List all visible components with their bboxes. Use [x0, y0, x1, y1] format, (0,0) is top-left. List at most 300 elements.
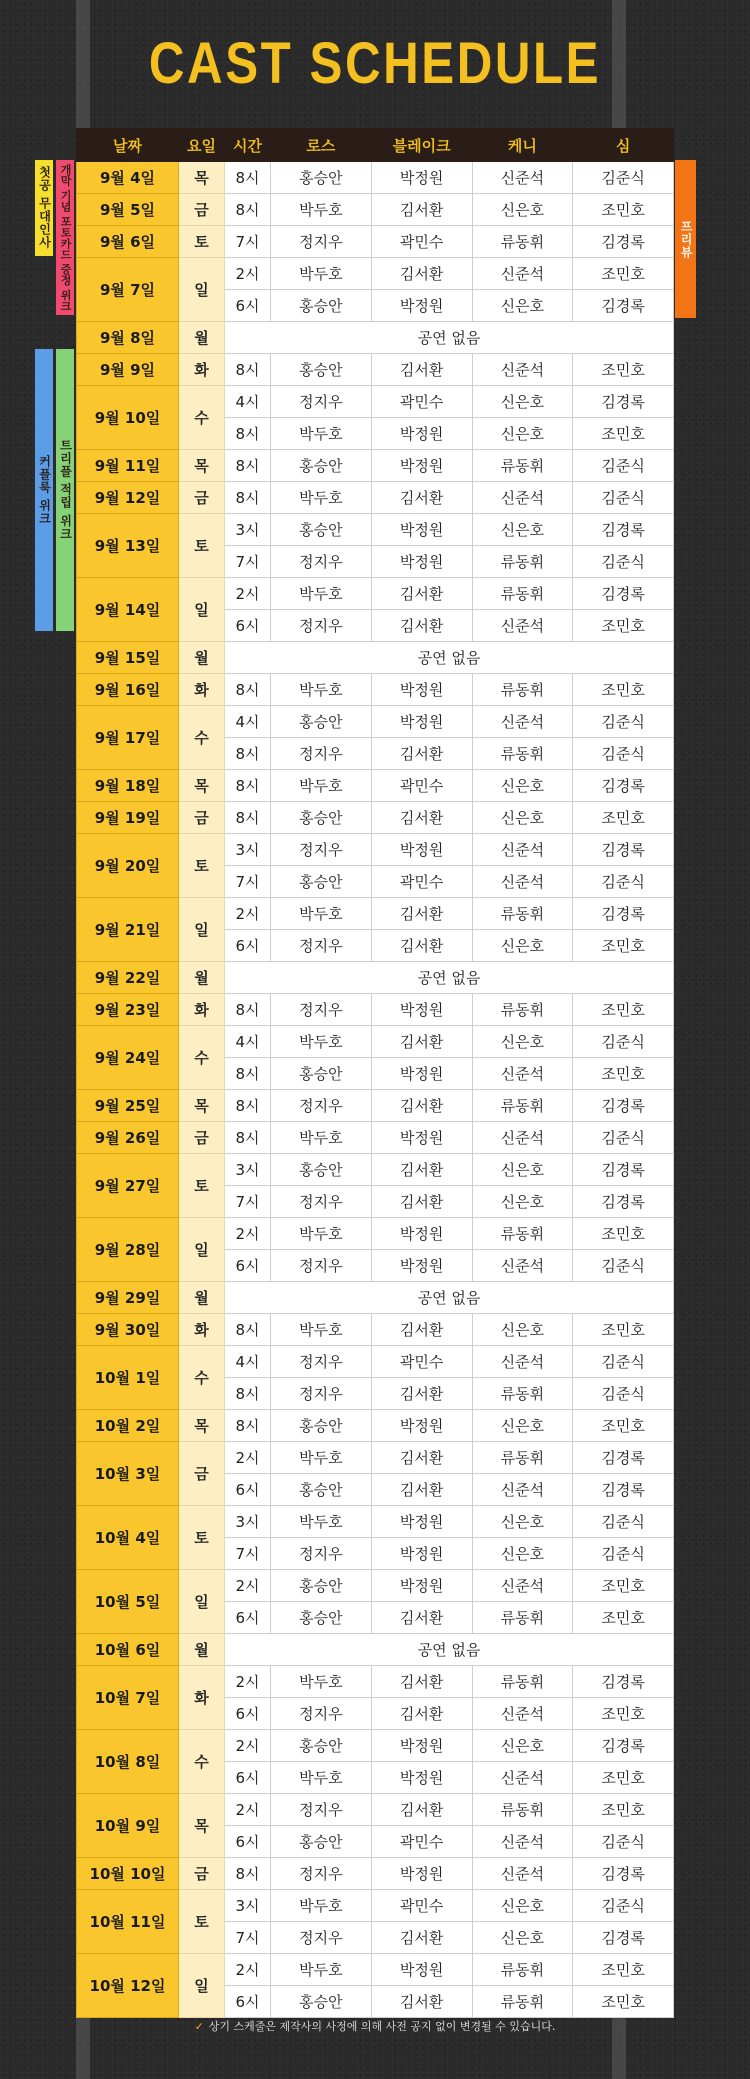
header-role-sim: 심 — [573, 129, 674, 162]
table-row — [77, 642, 674, 674]
cast-cell: 류동휘 — [472, 226, 573, 258]
table-row — [77, 194, 674, 226]
cast-cell: 신은호 — [472, 930, 573, 962]
cast-cell: 김서환 — [371, 1026, 472, 1058]
date-cell: 9월 18일 — [77, 770, 179, 802]
date-cell: 10월 3일 — [77, 1442, 179, 1506]
cast-cell: 정지우 — [271, 930, 372, 962]
date-cell: 9월 22일 — [77, 962, 179, 994]
cast-cell: 박두호 — [271, 674, 372, 706]
cast-cell: 박정원 — [371, 1858, 472, 1890]
cast-cell: 신은호 — [472, 194, 573, 226]
header-role-blake: 블레이크 — [371, 129, 472, 162]
cast-cell: 박정원 — [371, 1762, 472, 1794]
cast-cell: 박정원 — [371, 706, 472, 738]
cast-cell: 홍승안 — [271, 1058, 372, 1090]
table-row — [77, 482, 674, 514]
cast-cell: 신은호 — [472, 1186, 573, 1218]
time-cell: 8시 — [225, 194, 271, 226]
time-cell: 2시 — [225, 1730, 271, 1762]
table-row — [77, 1090, 674, 1122]
weekday-cell: 월 — [179, 642, 225, 674]
no-show-cell: 공연 없음 — [225, 642, 674, 674]
cast-cell: 류동휘 — [472, 546, 573, 578]
cast-cell: 조민호 — [573, 258, 674, 290]
cast-cell: 김경록 — [573, 770, 674, 802]
cast-cell: 박두호 — [271, 1026, 372, 1058]
cast-cell: 조민호 — [573, 1314, 674, 1346]
cast-cell: 정지우 — [271, 610, 372, 642]
cast-cell: 박정원 — [371, 546, 472, 578]
cast-cell: 신준석 — [472, 834, 573, 866]
cast-cell: 김준식 — [573, 1122, 674, 1154]
cast-cell: 김서환 — [371, 1154, 472, 1186]
weekday-cell: 금 — [179, 802, 225, 834]
cast-cell: 김경록 — [573, 1474, 674, 1506]
table-row — [77, 1634, 674, 1666]
date-cell: 10월 4일 — [77, 1506, 179, 1570]
cast-cell: 박두호 — [271, 898, 372, 930]
date-cell: 9월 7일 — [77, 258, 179, 322]
date-cell: 9월 27일 — [77, 1154, 179, 1218]
cast-cell: 김준식 — [573, 1538, 674, 1570]
time-cell: 8시 — [225, 482, 271, 514]
cast-cell: 김서환 — [371, 194, 472, 226]
cast-cell: 김경록 — [573, 514, 674, 546]
cast-cell: 홍승안 — [271, 1602, 372, 1634]
cast-cell: 신은호 — [472, 1922, 573, 1954]
cast-cell: 정지우 — [271, 1858, 372, 1890]
cast-cell: 조민호 — [573, 994, 674, 1026]
time-cell: 6시 — [225, 930, 271, 962]
time-cell: 2시 — [225, 578, 271, 610]
cast-cell: 조민호 — [573, 1602, 674, 1634]
cast-cell: 박정원 — [371, 994, 472, 1026]
table-row — [77, 834, 674, 866]
cast-cell: 홍승안 — [271, 162, 372, 194]
time-cell: 6시 — [225, 1826, 271, 1858]
time-cell: 7시 — [225, 226, 271, 258]
cast-cell: 김준식 — [573, 738, 674, 770]
cast-cell: 김경록 — [573, 290, 674, 322]
weekday-cell: 수 — [179, 1346, 225, 1410]
time-cell: 8시 — [225, 738, 271, 770]
weekday-cell: 목 — [179, 1794, 225, 1858]
cast-cell: 김서환 — [371, 482, 472, 514]
cast-cell: 류동휘 — [472, 1442, 573, 1474]
cast-cell: 조민호 — [573, 1570, 674, 1602]
date-cell: 9월 4일 — [77, 162, 179, 194]
cast-cell: 신은호 — [472, 1538, 573, 1570]
date-cell: 10월 7일 — [77, 1666, 179, 1730]
time-cell: 2시 — [225, 1666, 271, 1698]
cast-cell: 홍승안 — [271, 706, 372, 738]
weekday-cell: 토 — [179, 226, 225, 258]
table-row — [77, 514, 674, 546]
schedule-body — [77, 162, 674, 2018]
cast-cell: 홍승안 — [271, 1986, 372, 2018]
cast-cell: 신은호 — [472, 1026, 573, 1058]
date-cell: 9월 8일 — [77, 322, 179, 354]
table-row — [77, 770, 674, 802]
cast-cell: 김서환 — [371, 930, 472, 962]
cast-cell: 김서환 — [371, 1090, 472, 1122]
cast-cell: 박두호 — [271, 1890, 372, 1922]
weekday-cell: 일 — [179, 578, 225, 642]
weekday-cell: 화 — [179, 994, 225, 1026]
cast-cell: 신은호 — [472, 1314, 573, 1346]
cast-cell: 박두호 — [271, 482, 372, 514]
date-cell: 10월 2일 — [77, 1410, 179, 1442]
cast-cell: 김경록 — [573, 1730, 674, 1762]
time-cell: 6시 — [225, 1762, 271, 1794]
date-cell: 9월 17일 — [77, 706, 179, 770]
cast-cell: 조민호 — [573, 354, 674, 386]
cast-cell: 홍승안 — [271, 1570, 372, 1602]
time-cell: 7시 — [225, 1538, 271, 1570]
cast-cell: 류동휘 — [472, 1378, 573, 1410]
table-row — [77, 1218, 674, 1250]
cast-cell: 신은호 — [472, 1506, 573, 1538]
cast-cell: 박두호 — [271, 1314, 372, 1346]
weekday-cell: 토 — [179, 1154, 225, 1218]
no-show-cell: 공연 없음 — [225, 1634, 674, 1666]
weekday-cell: 월 — [179, 962, 225, 994]
weekday-cell: 수 — [179, 386, 225, 450]
weekday-cell: 토 — [179, 1506, 225, 1570]
cast-cell: 곽민수 — [371, 1346, 472, 1378]
date-cell: 10월 9일 — [77, 1794, 179, 1858]
cast-cell: 류동휘 — [472, 738, 573, 770]
cast-cell: 류동휘 — [472, 1794, 573, 1826]
table-row — [77, 226, 674, 258]
cast-cell: 신은호 — [472, 1890, 573, 1922]
cast-cell: 김준식 — [573, 1026, 674, 1058]
cast-cell: 홍승안 — [271, 450, 372, 482]
cast-cell: 정지우 — [271, 546, 372, 578]
cast-cell: 김준식 — [573, 1250, 674, 1282]
cast-cell: 김서환 — [371, 1794, 472, 1826]
time-cell: 6시 — [225, 1602, 271, 1634]
date-cell: 9월 28일 — [77, 1218, 179, 1282]
weekday-cell: 화 — [179, 1314, 225, 1346]
time-cell: 8시 — [225, 1058, 271, 1090]
cast-cell: 김경록 — [573, 1666, 674, 1698]
cast-cell: 조민호 — [573, 1698, 674, 1730]
cast-cell: 신준석 — [472, 482, 573, 514]
time-cell: 2시 — [225, 1218, 271, 1250]
cast-cell: 신준석 — [472, 1346, 573, 1378]
table-row — [77, 994, 674, 1026]
cast-cell: 신준석 — [472, 162, 573, 194]
cast-cell: 정지우 — [271, 738, 372, 770]
check-icon: ✓ — [194, 2020, 204, 2033]
table-row — [77, 1346, 674, 1378]
date-cell: 10월 6일 — [77, 1634, 179, 1666]
cast-cell: 김경록 — [573, 386, 674, 418]
table-row — [77, 1666, 674, 1698]
cast-cell: 김준식 — [573, 866, 674, 898]
cast-cell: 박정원 — [371, 1058, 472, 1090]
cast-cell: 김서환 — [371, 1698, 472, 1730]
time-cell: 6시 — [225, 1474, 271, 1506]
time-cell: 7시 — [225, 546, 271, 578]
cast-cell: 김준식 — [573, 1346, 674, 1378]
cast-cell: 김준식 — [573, 546, 674, 578]
cast-cell: 홍승안 — [271, 514, 372, 546]
cast-cell: 김서환 — [371, 354, 472, 386]
cast-cell: 박정원 — [371, 290, 472, 322]
cast-cell: 신준석 — [472, 1058, 573, 1090]
cast-cell: 조민호 — [573, 194, 674, 226]
cast-cell: 홍승안 — [271, 290, 372, 322]
time-cell: 8시 — [225, 418, 271, 450]
cast-cell: 정지우 — [271, 1346, 372, 1378]
time-cell: 3시 — [225, 1154, 271, 1186]
cast-cell: 박정원 — [371, 1954, 472, 1986]
time-cell: 4시 — [225, 1346, 271, 1378]
time-cell: 2시 — [225, 1954, 271, 1986]
cast-cell: 김서환 — [371, 1442, 472, 1474]
cast-cell: 박두호 — [271, 1218, 372, 1250]
cast-cell: 신준석 — [472, 258, 573, 290]
cast-cell: 박정원 — [371, 1506, 472, 1538]
cast-cell: 박두호 — [271, 194, 372, 226]
cast-cell: 박두호 — [271, 770, 372, 802]
table-row — [77, 1794, 674, 1826]
table-row — [77, 802, 674, 834]
cast-cell: 김준식 — [573, 1826, 674, 1858]
cast-cell: 박정원 — [371, 1570, 472, 1602]
table-row — [77, 1890, 674, 1922]
cast-cell: 박두호 — [271, 1666, 372, 1698]
date-cell: 9월 23일 — [77, 994, 179, 1026]
footnote — [0, 2018, 750, 2034]
cast-cell: 김경록 — [573, 1154, 674, 1186]
cast-cell: 김서환 — [371, 1474, 472, 1506]
cast-cell: 박두호 — [271, 578, 372, 610]
table-row — [77, 1858, 674, 1890]
cast-cell: 박정원 — [371, 1122, 472, 1154]
cast-cell: 홍승안 — [271, 1730, 372, 1762]
cast-cell: 정지우 — [271, 1794, 372, 1826]
cast-cell: 신준석 — [472, 1570, 573, 1602]
cast-cell: 김서환 — [371, 1186, 472, 1218]
no-show-cell: 공연 없음 — [225, 1282, 674, 1314]
weekday-cell: 수 — [179, 706, 225, 770]
cast-cell: 곽민수 — [371, 866, 472, 898]
cast-cell: 조민호 — [573, 930, 674, 962]
header-role-ross: 로스 — [271, 129, 372, 162]
cast-cell: 정지우 — [271, 1090, 372, 1122]
table-row — [77, 962, 674, 994]
cast-cell: 신준석 — [472, 1826, 573, 1858]
cast-cell: 김서환 — [371, 258, 472, 290]
cast-cell: 류동휘 — [472, 1666, 573, 1698]
cast-cell: 정지우 — [271, 834, 372, 866]
cast-cell: 류동휘 — [472, 1954, 573, 1986]
cast-cell: 신은호 — [472, 1410, 573, 1442]
cast-cell: 김서환 — [371, 1314, 472, 1346]
table-row — [77, 898, 674, 930]
time-cell: 3시 — [225, 1506, 271, 1538]
cast-cell: 조민호 — [573, 610, 674, 642]
table-row — [77, 674, 674, 706]
cast-schedule-table — [76, 128, 674, 2018]
cast-cell: 김서환 — [371, 1666, 472, 1698]
time-cell: 7시 — [225, 1186, 271, 1218]
weekday-cell: 수 — [179, 1730, 225, 1794]
cast-cell: 김경록 — [573, 834, 674, 866]
weekday-cell: 금 — [179, 482, 225, 514]
cast-cell: 홍승안 — [271, 1154, 372, 1186]
cast-cell: 김경록 — [573, 226, 674, 258]
date-cell: 9월 19일 — [77, 802, 179, 834]
cast-cell: 김경록 — [573, 1186, 674, 1218]
time-cell: 8시 — [225, 770, 271, 802]
cast-cell: 곽민수 — [371, 386, 472, 418]
date-cell: 9월 9일 — [77, 354, 179, 386]
time-cell: 6시 — [225, 290, 271, 322]
cast-cell: 류동휘 — [472, 578, 573, 610]
time-cell: 6시 — [225, 610, 271, 642]
cast-cell: 박두호 — [271, 1442, 372, 1474]
table-row — [77, 1442, 674, 1474]
weekday-cell: 금 — [179, 1858, 225, 1890]
cast-cell: 김서환 — [371, 1378, 472, 1410]
time-cell: 8시 — [225, 802, 271, 834]
header-date: 날짜 — [77, 129, 179, 162]
weekday-cell: 일 — [179, 898, 225, 962]
time-cell: 8시 — [225, 1314, 271, 1346]
time-cell: 3시 — [225, 834, 271, 866]
date-cell: 9월 10일 — [77, 386, 179, 450]
weekday-cell: 일 — [179, 1570, 225, 1634]
cast-cell: 곽민수 — [371, 1890, 472, 1922]
table-row — [77, 386, 674, 418]
time-cell: 8시 — [225, 674, 271, 706]
cast-cell: 김경록 — [573, 1922, 674, 1954]
date-cell: 10월 11일 — [77, 1890, 179, 1954]
cast-cell: 김서환 — [371, 1922, 472, 1954]
date-cell: 9월 15일 — [77, 642, 179, 674]
date-cell: 9월 21일 — [77, 898, 179, 962]
cast-cell: 박정원 — [371, 1250, 472, 1282]
cast-cell: 신준석 — [472, 1250, 573, 1282]
badge-opening-greeting: 첫공 무대인사 — [35, 160, 53, 256]
table-row — [77, 1122, 674, 1154]
cast-cell: 김준식 — [573, 1890, 674, 1922]
date-cell: 9월 11일 — [77, 450, 179, 482]
cast-cell: 신은호 — [472, 770, 573, 802]
weekday-cell: 금 — [179, 1122, 225, 1154]
time-cell: 8시 — [225, 994, 271, 1026]
cast-cell: 신준석 — [472, 1474, 573, 1506]
weekday-cell: 토 — [179, 514, 225, 578]
weekday-cell: 토 — [179, 1890, 225, 1954]
weekday-cell: 목 — [179, 162, 225, 194]
table-row — [77, 1506, 674, 1538]
time-cell: 8시 — [225, 1090, 271, 1122]
cast-cell: 홍승안 — [271, 1474, 372, 1506]
cast-cell: 신준석 — [472, 1762, 573, 1794]
weekday-cell: 목 — [179, 1410, 225, 1442]
time-cell: 8시 — [225, 354, 271, 386]
cast-cell: 정지우 — [271, 994, 372, 1026]
cast-cell: 신은호 — [472, 514, 573, 546]
time-cell: 2시 — [225, 258, 271, 290]
page-title: CAST SCHEDULE — [148, 31, 602, 96]
cast-cell: 정지우 — [271, 1250, 372, 1282]
cast-cell: 홍승안 — [271, 1410, 372, 1442]
cast-cell: 정지우 — [271, 1538, 372, 1570]
date-cell: 9월 20일 — [77, 834, 179, 898]
cast-cell: 조민호 — [573, 674, 674, 706]
date-cell: 10월 5일 — [77, 1570, 179, 1634]
time-cell: 6시 — [225, 1986, 271, 2018]
cast-cell: 류동휘 — [472, 1090, 573, 1122]
date-cell: 9월 24일 — [77, 1026, 179, 1090]
cast-cell: 김경록 — [573, 578, 674, 610]
table-row — [77, 706, 674, 738]
cast-cell: 박정원 — [371, 1730, 472, 1762]
cast-cell: 신준석 — [472, 1858, 573, 1890]
weekday-cell: 화 — [179, 1666, 225, 1730]
table-row — [77, 1154, 674, 1186]
table-row — [77, 1954, 674, 1986]
cast-cell: 박정원 — [371, 674, 472, 706]
cast-cell: 김준식 — [573, 1378, 674, 1410]
table-row — [77, 1730, 674, 1762]
table-row — [77, 450, 674, 482]
table-row — [77, 162, 674, 194]
table-row — [77, 578, 674, 610]
cast-cell: 홍승안 — [271, 354, 372, 386]
cast-cell: 정지우 — [271, 1186, 372, 1218]
cast-cell: 신준석 — [472, 866, 573, 898]
cast-cell: 김서환 — [371, 610, 472, 642]
cast-cell: 박정원 — [371, 514, 472, 546]
date-cell: 10월 1일 — [77, 1346, 179, 1410]
table-row — [77, 1282, 674, 1314]
cast-cell: 박두호 — [271, 1122, 372, 1154]
weekday-cell: 화 — [179, 674, 225, 706]
cast-cell: 박정원 — [371, 162, 472, 194]
date-cell: 9월 12일 — [77, 482, 179, 514]
weekday-cell: 수 — [179, 1026, 225, 1090]
badge-preview: 프리뷰 — [675, 160, 696, 318]
cast-cell: 조민호 — [573, 1986, 674, 2018]
cast-cell: 김경록 — [573, 1858, 674, 1890]
badge-triple-points-week: 트리플 적립 위크 — [56, 349, 74, 631]
date-cell: 9월 16일 — [77, 674, 179, 706]
cast-cell: 곽민수 — [371, 770, 472, 802]
cast-cell: 김준식 — [573, 1506, 674, 1538]
cast-cell: 조민호 — [573, 1794, 674, 1826]
table-row — [77, 258, 674, 290]
table-row — [77, 1570, 674, 1602]
cast-cell: 박정원 — [371, 834, 472, 866]
cast-cell: 김서환 — [371, 1602, 472, 1634]
cast-cell: 박정원 — [371, 1410, 472, 1442]
cast-cell: 조민호 — [573, 418, 674, 450]
date-cell: 9월 5일 — [77, 194, 179, 226]
time-cell: 3시 — [225, 514, 271, 546]
time-cell: 2시 — [225, 898, 271, 930]
cast-cell: 신준석 — [472, 1122, 573, 1154]
time-cell: 4시 — [225, 1026, 271, 1058]
table-row — [77, 322, 674, 354]
